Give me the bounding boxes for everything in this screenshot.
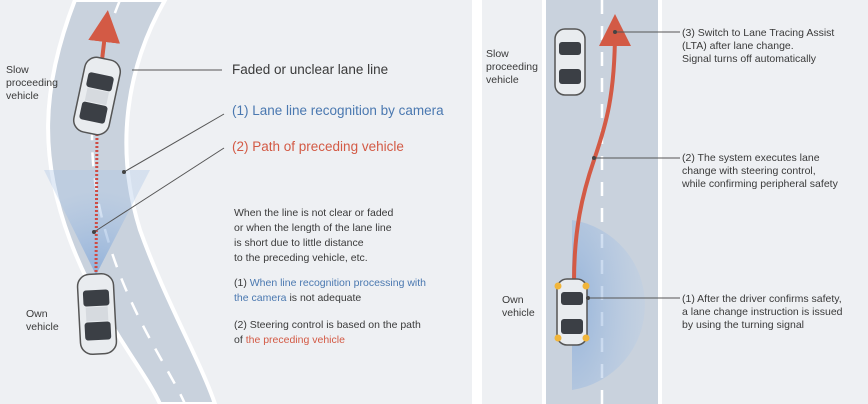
slow-vehicle-label: Slow proceeding vehicle <box>486 48 538 86</box>
step-2-label: (2) The system executes lane change with steering control, while confirming peripheral safety <box>682 152 838 190</box>
own-vehicle-label: Own vehicle <box>26 308 59 333</box>
own-vehicle-icon <box>555 279 590 345</box>
step-3-label: (3) Switch to Lane Tracing Assist (LTA) after lane change. Signal turns off automatically <box>682 27 835 65</box>
step-1-label: (1) After the driver confirms safety, a lane change instruction is issued by using the turning signal <box>682 293 843 331</box>
right-panel <box>482 0 868 404</box>
preceding-vehicle-icon <box>555 29 585 95</box>
condition-description: When the line is not clear or faded or when the length of the lane line is short due to little distance to the preceding vehicle, etc. <box>234 207 394 264</box>
slow-vehicle-label: Slow proceeding vehicle <box>6 64 58 102</box>
faded-lane-label: Faded or unclear lane line <box>232 62 389 77</box>
own-vehicle-icon <box>77 273 117 355</box>
own-vehicle-label: Own vehicle <box>502 294 535 319</box>
preceding-path-label: (2) Path of preceding vehicle <box>232 139 404 154</box>
note-1: (1) When line recognition processing with the camera is not adequate <box>234 277 427 304</box>
note-2: (2) Steering control is based on the path of the preceding vehicle <box>234 319 421 346</box>
lane-recognition-label: (1) Lane line recognition by camera <box>232 103 444 118</box>
leader-recognition <box>124 114 224 172</box>
